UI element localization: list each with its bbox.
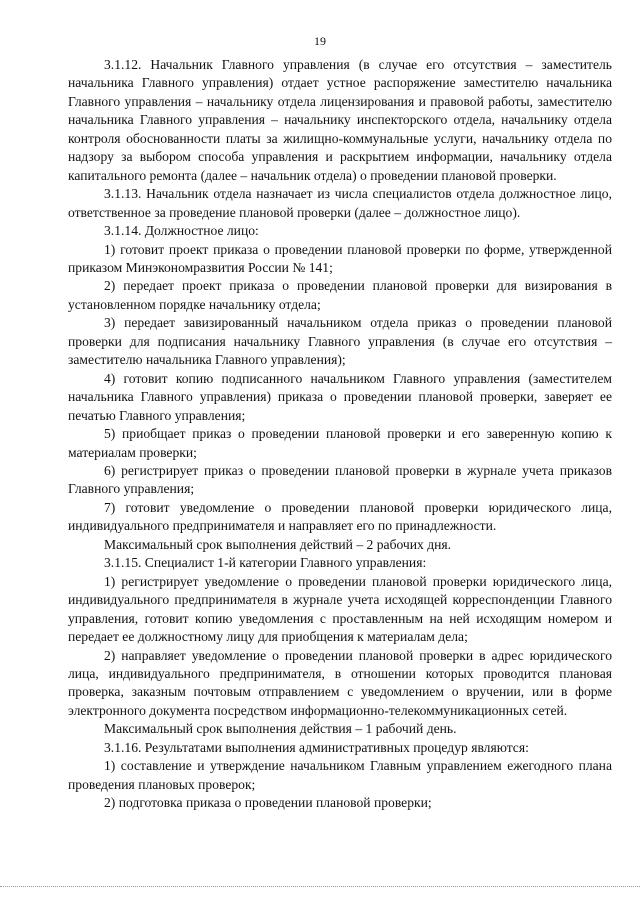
list-item: 7) готовит уведомление о проведении плановой проверки юридического лица, индивидуального предпринимателя и направляет его по принадлежности. <box>68 499 612 534</box>
page-number: 19 <box>314 34 326 48</box>
list-item: 1) составление и утверждение начальником Главным управлением ежегодного плана проведения плановых проверок; <box>68 758 612 792</box>
list-item: 2) направляет уведомление о проведении плановой проверки в адрес юридического лица, индивидуального предпринимателя, в отношении которых проводится плановая проверка, заказным почтовым отправлением с уведомлением о вручении, или в форме электронного документа посредством информационно-телекоммуникационных сетей. <box>68 647 612 718</box>
list-item: 5) приобщает приказ о проведении плановой проверки и его заверенную копию к материалам проверки; <box>68 426 612 460</box>
deadline-note: Максимальный срок выполнения действия – 1 рабочий день. <box>104 721 457 737</box>
paragraph-3-1-13: 3.1.13. Начальник отдела назначает из числа специалистов отдела должностное лицо, ответственное за проведение плановой проверки (далее – должностное лицо). <box>68 186 612 220</box>
paragraph-3-1-15: 3.1.15. Специалист 1-й категории Главного управления: <box>104 555 427 571</box>
page-bottom-divider <box>0 886 640 887</box>
list-item: 1) готовит проект приказа о проведении плановой проверки по форме, утвержденной приказом Минэкономразвития России № 141; <box>68 241 612 275</box>
document-body <box>68 56 612 813</box>
list-item: 2) подготовка приказа о проведении плановой проверки; <box>104 795 432 811</box>
list-item: 6) регистрирует приказ о проведении плановой проверки в журнале учета приказов Главного управления; <box>68 462 612 497</box>
paragraph-3-1-16: 3.1.16. Результатами выполнения административных процедур являются: <box>104 739 529 755</box>
deadline-note: Максимальный срок выполнения действий – 2 рабочих дня. <box>104 536 452 552</box>
list-item: 4) готовит копию подписанного начальником Главного управления (заместителем начальника Главного управления) приказа о проведении плановой проверки, заверяет ее печатью Главного управления; <box>68 370 612 423</box>
list-item: 2) передает проект приказа о проведении плановой проверки для визирования в установленном порядке начальнику отдела; <box>68 278 612 312</box>
paragraph-3-1-14: 3.1.14. Должностное лицо: <box>104 223 259 239</box>
list-item: 3) передает завизированный начальником отдела приказ о проведении плановой проверки для подписания начальнику Главного управления (в случае его отсутствия – заместителю начальника Главного управления); <box>68 315 612 368</box>
paragraph-3-1-12: 3.1.12. Начальник Главного управления (в случае его отсутствия – заместитель начальника Главного управления) отдает устное распоряжение заместителю начальника Главного управления – начальнику отдела лицензирования и правовой работы, заместителю начальника Главного управления – начальнику инспекторского отдела, начальнику отдела контроля обоснованности платы за жилищно-коммунальные услуги, начальнику отдела по надзору за выбором способа управления и раскрытием информации, начальнику отдела капитального ремонта (далее – начальник отдела) о проведении плановой проверки. <box>68 57 612 183</box>
list-item: 1) регистрирует уведомление о проведении плановой проверки юридического лица, индивидуального предпринимателя в журнале учета исходящей корреспонденции Главного управления, готовит копию уведомления с проставленным на ней исходящим номером и передает ее должностному лицу для приобщения к материалам дела; <box>68 573 612 645</box>
